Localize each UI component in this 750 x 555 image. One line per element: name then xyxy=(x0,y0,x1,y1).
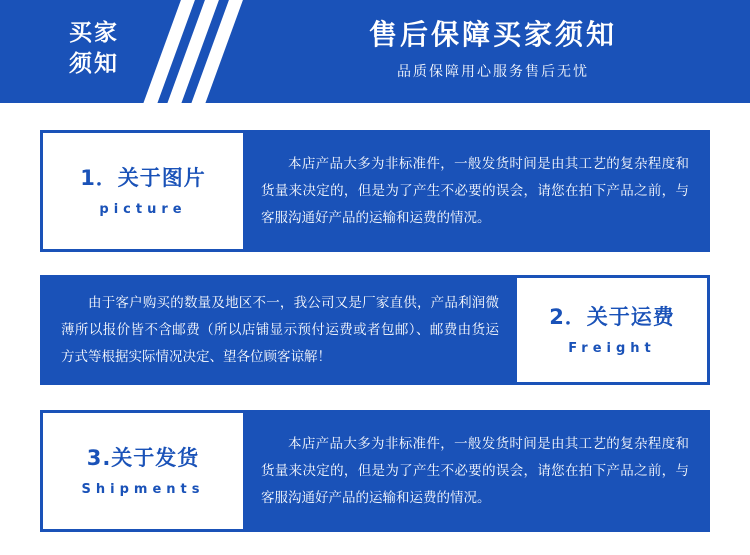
section-picture-text: 本店产品大多为非标准件，一般发货时间是由其工艺的复杂程度和货量来决定的，但是为了产生不必要的误会，请您在拍下产品之前，与客服沟通好产品的运输和运费的情况。 xyxy=(261,155,689,226)
section-freight-label-en: Freight xyxy=(568,340,656,356)
header-badge-line2: 须知 xyxy=(69,51,119,77)
section-freight xyxy=(40,275,710,385)
header-badge xyxy=(44,18,144,80)
section-picture xyxy=(40,130,710,252)
section-shipments-text: 本店产品大多为非标准件，一般发货时间是由其工艺的复杂程度和货量来决定的，但是为了产生不必要的误会，请您在拍下产品之前，与客服沟通好产品的运输和运费的情况。 xyxy=(261,435,689,506)
section-freight-label xyxy=(517,278,707,382)
decorative-slashes xyxy=(158,0,250,103)
page-title: 售后保障买家须知 xyxy=(368,18,617,51)
section-shipments-label-en: Shipments xyxy=(81,481,205,497)
section-shipments-label xyxy=(43,413,243,529)
header-badge-line1: 买家 xyxy=(69,20,119,46)
section-freight-text: 由于客户购买的数量及地区不一，我公司又是厂家直供，产品利润微薄所以报价皆不含邮费（所以店铺显示预付运费或者包邮）、邮费由货运方式等根据实际情况决定、望各位顾客谅解！ xyxy=(61,294,499,365)
section-picture-text-box xyxy=(243,133,707,249)
section-picture-label-cn: 1．关于图片 xyxy=(80,165,206,190)
page-subtitle: 品质保障用心服务售后无忧 xyxy=(397,64,589,80)
header-banner xyxy=(0,0,750,103)
header-title-group xyxy=(258,16,728,82)
section-freight-label-cn: 2．关于运费 xyxy=(549,304,675,329)
section-shipments-label-cn: 3.关于发货 xyxy=(86,445,200,470)
section-picture-label xyxy=(43,133,243,249)
section-shipments xyxy=(40,410,710,532)
section-shipments-text-box xyxy=(243,413,707,529)
section-picture-label-en: picture xyxy=(99,201,187,217)
section-freight-text-box xyxy=(43,278,517,382)
